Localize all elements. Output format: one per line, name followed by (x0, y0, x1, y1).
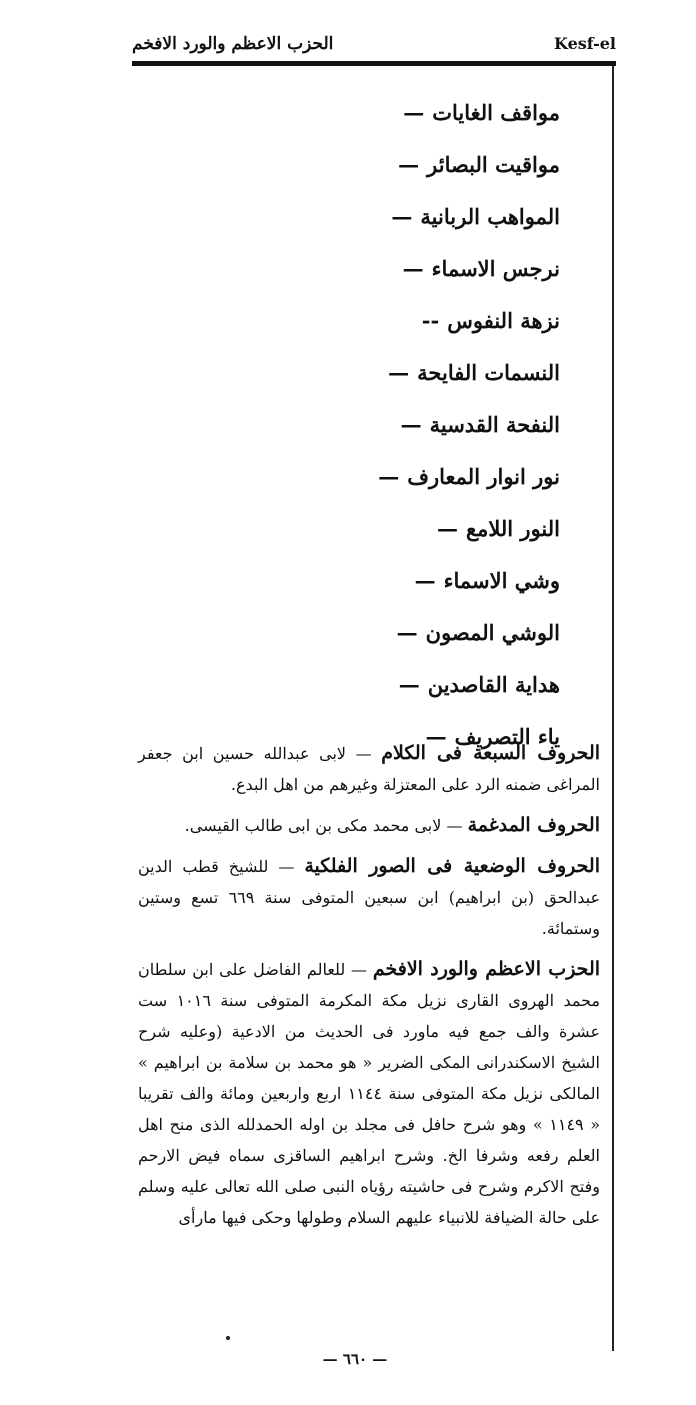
title-item: هداية القاصدين — (398, 671, 560, 697)
header-rule (132, 61, 616, 66)
title-item: مواقيت البصائر — (398, 151, 560, 177)
running-title: الحزب الاعظم والورد الافخم (132, 34, 334, 54)
running-code: Kesf-el (554, 34, 616, 53)
entry (138, 954, 600, 1233)
title-item: النور اللامع — (436, 515, 560, 541)
title-item: الوشي المصون — (396, 619, 560, 645)
entry-heading: الحروف المدغمة (467, 814, 600, 836)
title-item: وشي الاسماء — (414, 567, 560, 593)
entry-heading: الحروف السبعة فى الكلام (381, 742, 601, 764)
title-item: نزهة النفوس -- (421, 307, 560, 333)
entry (138, 810, 600, 841)
title-item: مواقف الغايات — (403, 99, 560, 125)
title-item: ياء التصريف — (425, 723, 560, 749)
title-item: النسمات الفايحة — (388, 359, 560, 385)
entry (138, 738, 600, 800)
title-item: المواهب الربانية — (391, 203, 560, 229)
title-item: النفحة القدسية — (400, 411, 560, 437)
column-rule (612, 66, 614, 1351)
title-item: نور انوار المعارف — (378, 463, 560, 489)
title-list (260, 86, 560, 762)
entry-text: — لابى محمد مكى بن ابى طالب القيسى. (184, 816, 463, 835)
entry-text: — للعالم الفاضل على ابن سلطان محمد الهروى القارى نزيل مكة المكرمة المتوفى سنة ١٠١٦ ست عشرة والف جمع فيه ماورد فى الحديث من الادعية (وعليه شرح الشيخ الاسكندرانى المكى الضرير « هو محمد بن سلامة بن ابراهيم » المالكى نزيل مكة المتوفى سنة ١١٤٤ اربع واربعين ومائة والف تقريبا « ١١٤٩ » وهو شرح حافل فى مجلد بن اوله الحمدلله الذى منح اهل العلم رفعه وشرفا الخ. وشرح ابراهيم الساقزى سماه فيض الارحم وفتح الاكرم وشرح فى حاشيته رؤياه النبى صلى الله تعالى عليه وسلم على حالة الضيافة للانبياء عليهم السلام وطولها وحكى فيها مارأى (138, 960, 601, 1227)
entry-heading: الحزب الاعظم والورد الافخم (372, 958, 601, 980)
ink-speck (226, 1336, 230, 1340)
entry (138, 851, 600, 944)
entry-heading: الحروف الوضعية فى الصور الفلكية (304, 855, 600, 877)
page-number: — ٦٦٠ — (322, 1350, 388, 1368)
running-header (132, 30, 618, 60)
title-item: نرجس الاسماء — (402, 255, 560, 281)
entry-text: — للشيخ قطب الدين عبدالحق (بن ابراهيم) ابن سبعين المتوفى سنة ٦٦٩ تسع وستين وستمائة. (138, 857, 600, 938)
entry-text: — لابى عبدالله حسين ابن جعفر المراغى ضمنه الرد على المعتزلة وغيرهم من اهل البدع. (138, 744, 600, 794)
bibliography-entries (138, 738, 600, 1243)
